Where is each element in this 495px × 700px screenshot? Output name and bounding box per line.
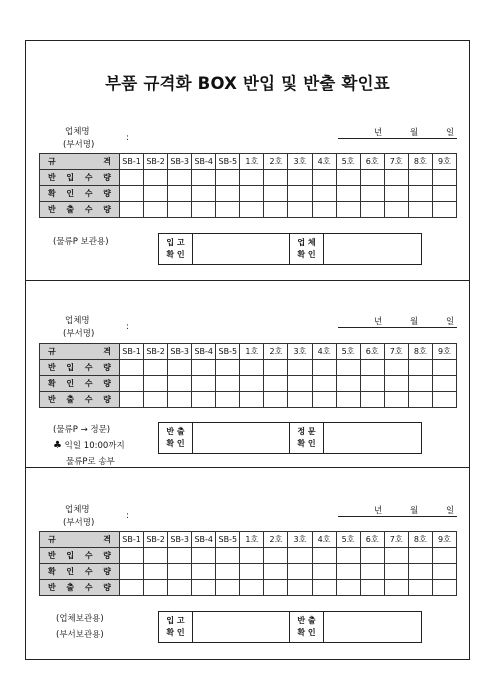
in-qty-row	[40, 548, 457, 564]
col-header: SB-2	[144, 154, 168, 170]
section-divider	[25, 280, 470, 281]
qty-cell[interactable]	[120, 548, 144, 564]
qty-cell[interactable]	[432, 548, 456, 564]
col-header: 5호	[336, 532, 360, 548]
qty-cell[interactable]	[360, 186, 384, 202]
qty-cell[interactable]	[144, 564, 168, 580]
qty-cell[interactable]	[168, 202, 192, 218]
note-line: (부서보관용)	[56, 630, 104, 640]
qty-cell[interactable]	[384, 186, 408, 202]
qty-cell[interactable]	[384, 202, 408, 218]
qty-cell[interactable]	[312, 186, 336, 202]
box-table	[39, 343, 457, 408]
qty-cell[interactable]	[288, 548, 312, 564]
col-header: 4호	[312, 154, 336, 170]
qty-cell[interactable]	[264, 580, 288, 596]
qty-cell[interactable]	[312, 202, 336, 218]
confirm-left-label: 반 출 확 인	[159, 423, 193, 454]
qty-cell[interactable]	[360, 170, 384, 186]
qty-cell[interactable]	[120, 564, 144, 580]
qty-cell[interactable]	[336, 170, 360, 186]
date-underline	[338, 138, 457, 139]
colon: :	[126, 322, 129, 332]
signature-box[interactable]	[324, 423, 422, 454]
col-header: SB-5	[216, 344, 240, 360]
confirm-right-label: 정 문 확 인	[290, 423, 324, 454]
qty-cell[interactable]	[216, 202, 240, 218]
out-qty-row	[40, 580, 457, 596]
qty-cell[interactable]	[312, 548, 336, 564]
qty-cell[interactable]	[144, 392, 168, 408]
col-header: 8호	[408, 344, 432, 360]
qty-cell[interactable]	[216, 360, 240, 376]
qty-cell[interactable]	[432, 564, 456, 580]
check-qty-row	[40, 376, 457, 392]
qty-cell[interactable]	[168, 170, 192, 186]
qty-cell[interactable]	[432, 392, 456, 408]
year-label: 년	[374, 128, 383, 138]
qty-cell[interactable]	[144, 376, 168, 392]
qty-cell[interactable]	[168, 548, 192, 564]
in-qty-header: 반 입 수 량	[40, 360, 120, 376]
dept-label: (부서명)	[63, 518, 95, 528]
qty-cell[interactable]	[240, 580, 264, 596]
qty-cell[interactable]	[432, 580, 456, 596]
col-header: 7호	[384, 532, 408, 548]
col-header: 1호	[240, 344, 264, 360]
qty-cell[interactable]	[288, 376, 312, 392]
qty-cell[interactable]	[288, 360, 312, 376]
qty-cell[interactable]	[288, 202, 312, 218]
qty-cell[interactable]	[168, 392, 192, 408]
qty-cell[interactable]	[264, 202, 288, 218]
qty-cell[interactable]	[192, 186, 216, 202]
day-label: 일	[446, 506, 455, 516]
qty-cell[interactable]	[240, 548, 264, 564]
col-header: 5호	[336, 344, 360, 360]
date-underline	[338, 516, 457, 517]
qty-cell[interactable]	[360, 360, 384, 376]
qty-cell[interactable]	[192, 360, 216, 376]
qty-cell[interactable]	[168, 580, 192, 596]
note-line-with-icon: ♣ 익일 10:00까지	[53, 440, 125, 451]
qty-cell[interactable]	[264, 360, 288, 376]
col-header: 8호	[408, 154, 432, 170]
qty-cell[interactable]	[240, 202, 264, 218]
col-header: 2호	[264, 154, 288, 170]
month-label: 월	[410, 128, 419, 138]
col-header: SB-2	[144, 532, 168, 548]
qty-cell[interactable]	[312, 170, 336, 186]
signature-box[interactable]	[193, 234, 290, 265]
clubs-icon: ♣	[53, 440, 62, 451]
box-table	[39, 531, 457, 596]
signature-box[interactable]	[193, 423, 290, 454]
qty-cell[interactable]	[240, 186, 264, 202]
out-qty-row	[40, 202, 457, 218]
qty-cell[interactable]	[120, 392, 144, 408]
qty-cell[interactable]	[408, 360, 432, 376]
dept-label: (부서명)	[63, 329, 95, 339]
col-header: 6호	[360, 532, 384, 548]
out-qty-row	[40, 392, 457, 408]
box-table	[39, 153, 457, 218]
qty-cell[interactable]	[120, 580, 144, 596]
col-header: 9호	[432, 154, 456, 170]
spec-row	[40, 532, 457, 548]
confirm-table	[158, 233, 422, 265]
qty-cell[interactable]	[360, 202, 384, 218]
col-header: SB-4	[192, 344, 216, 360]
qty-cell[interactable]	[408, 170, 432, 186]
qty-cell[interactable]	[360, 392, 384, 408]
col-header: SB-3	[168, 154, 192, 170]
qty-cell[interactable]	[384, 170, 408, 186]
in-qty-row	[40, 360, 457, 376]
qty-cell[interactable]	[432, 360, 456, 376]
qty-cell[interactable]	[240, 170, 264, 186]
qty-cell[interactable]	[264, 564, 288, 580]
col-header: 9호	[432, 344, 456, 360]
colon: :	[126, 511, 129, 521]
qty-cell[interactable]	[192, 564, 216, 580]
qty-cell[interactable]	[360, 548, 384, 564]
col-header: SB-5	[216, 154, 240, 170]
qty-cell[interactable]	[120, 202, 144, 218]
col-header: 7호	[384, 344, 408, 360]
col-header: 3호	[288, 532, 312, 548]
in-qty-row	[40, 170, 457, 186]
signature-box[interactable]	[193, 612, 290, 643]
qty-cell[interactable]	[192, 376, 216, 392]
qty-cell[interactable]	[168, 376, 192, 392]
spec-row	[40, 154, 457, 170]
qty-cell[interactable]	[360, 564, 384, 580]
confirm-right-label: 업 체 확 인	[290, 234, 324, 265]
col-header: SB-1	[120, 154, 144, 170]
col-header: 8호	[408, 532, 432, 548]
signature-box[interactable]	[324, 234, 422, 265]
qty-cell[interactable]	[336, 202, 360, 218]
col-header: 4호	[312, 344, 336, 360]
qty-cell[interactable]	[240, 360, 264, 376]
col-header: SB-4	[192, 532, 216, 548]
qty-cell[interactable]	[408, 580, 432, 596]
qty-cell[interactable]	[216, 392, 240, 408]
day-label: 일	[446, 317, 455, 327]
qty-cell[interactable]	[168, 360, 192, 376]
qty-cell[interactable]	[360, 376, 384, 392]
qty-cell[interactable]	[192, 202, 216, 218]
qty-cell[interactable]	[336, 186, 360, 202]
qty-cell[interactable]	[432, 376, 456, 392]
qty-cell[interactable]	[168, 564, 192, 580]
qty-cell[interactable]	[384, 548, 408, 564]
qty-cell[interactable]	[312, 376, 336, 392]
date-underline	[338, 327, 457, 328]
qty-cell[interactable]	[240, 564, 264, 580]
form-title: 부품 규격화 BOX 반입 및 반출 확인표	[105, 74, 390, 93]
col-header: 3호	[288, 344, 312, 360]
qty-cell[interactable]	[312, 392, 336, 408]
qty-cell[interactable]	[192, 580, 216, 596]
qty-cell[interactable]	[432, 202, 456, 218]
col-header: SB-3	[168, 532, 192, 548]
qty-cell[interactable]	[264, 170, 288, 186]
qty-cell[interactable]	[336, 548, 360, 564]
qty-cell[interactable]	[144, 202, 168, 218]
colon: :	[126, 133, 129, 143]
col-header: SB-2	[144, 344, 168, 360]
qty-cell[interactable]	[432, 186, 456, 202]
check-qty-header: 확 인 수 량	[40, 186, 120, 202]
spec-header: 규 격	[40, 532, 120, 548]
confirm-right-label: 반 출 확 인	[290, 612, 324, 643]
qty-cell[interactable]	[216, 376, 240, 392]
qty-cell[interactable]	[384, 564, 408, 580]
out-qty-header: 반 출 수 량	[40, 202, 120, 218]
col-header: 9호	[432, 532, 456, 548]
in-qty-header: 반 입 수 량	[40, 548, 120, 564]
qty-cell[interactable]	[384, 376, 408, 392]
col-header: 7호	[384, 154, 408, 170]
col-header: 4호	[312, 532, 336, 548]
qty-cell[interactable]	[120, 170, 144, 186]
signature-box[interactable]	[324, 612, 422, 643]
qty-cell[interactable]	[120, 376, 144, 392]
col-header: 3호	[288, 154, 312, 170]
qty-cell[interactable]	[336, 564, 360, 580]
qty-cell[interactable]	[192, 392, 216, 408]
in-qty-header: 반 입 수 량	[40, 170, 120, 186]
qty-cell[interactable]	[216, 564, 240, 580]
qty-cell[interactable]	[192, 170, 216, 186]
col-header: 6호	[360, 154, 384, 170]
col-header: SB-5	[216, 532, 240, 548]
confirm-left-label: 입 고 확 인	[159, 612, 193, 643]
qty-cell[interactable]	[336, 360, 360, 376]
qty-cell[interactable]	[216, 186, 240, 202]
qty-cell[interactable]	[336, 376, 360, 392]
company-label: 업체명	[65, 316, 90, 326]
col-header: SB-3	[168, 344, 192, 360]
qty-cell[interactable]	[336, 580, 360, 596]
qty-cell[interactable]	[144, 548, 168, 564]
qty-cell[interactable]	[144, 170, 168, 186]
qty-cell[interactable]	[336, 392, 360, 408]
confirm-table	[158, 611, 422, 643]
day-label: 일	[446, 128, 455, 138]
qty-cell[interactable]	[384, 580, 408, 596]
qty-cell[interactable]	[168, 186, 192, 202]
col-header: SB-4	[192, 154, 216, 170]
year-label: 년	[374, 506, 383, 516]
col-header: 1호	[240, 532, 264, 548]
qty-cell[interactable]	[384, 392, 408, 408]
qty-cell[interactable]	[216, 170, 240, 186]
spec-row	[40, 344, 457, 360]
qty-cell[interactable]	[288, 186, 312, 202]
spec-header: 규 격	[40, 154, 120, 170]
qty-cell[interactable]	[312, 360, 336, 376]
confirm-table	[158, 422, 422, 454]
check-qty-row	[40, 564, 457, 580]
company-label: 업체명	[65, 127, 90, 137]
note-line: 물류P로 송부	[66, 457, 115, 467]
col-header: SB-1	[120, 532, 144, 548]
note-line: (업체보관용)	[56, 614, 104, 624]
qty-cell[interactable]	[120, 186, 144, 202]
col-header: 2호	[264, 532, 288, 548]
qty-cell[interactable]	[264, 376, 288, 392]
col-header: 5호	[336, 154, 360, 170]
year-label: 년	[374, 317, 383, 327]
out-qty-header: 반 출 수 량	[40, 580, 120, 596]
qty-cell[interactable]	[240, 376, 264, 392]
qty-cell[interactable]	[408, 202, 432, 218]
qty-cell[interactable]	[408, 186, 432, 202]
qty-cell[interactable]	[288, 170, 312, 186]
check-qty-row	[40, 186, 457, 202]
qty-cell[interactable]	[144, 186, 168, 202]
col-header: 2호	[264, 344, 288, 360]
check-qty-header: 확 인 수 량	[40, 564, 120, 580]
month-label: 월	[410, 506, 419, 516]
company-label: 업체명	[65, 505, 90, 515]
note-line: (물류P 보관용)	[53, 237, 109, 247]
spec-header: 규 격	[40, 344, 120, 360]
qty-cell[interactable]	[384, 360, 408, 376]
qty-cell[interactable]	[192, 548, 216, 564]
qty-cell[interactable]	[408, 548, 432, 564]
col-header: SB-1	[120, 344, 144, 360]
month-label: 월	[410, 317, 419, 327]
qty-cell[interactable]	[432, 170, 456, 186]
qty-cell[interactable]	[144, 580, 168, 596]
out-qty-header: 반 출 수 량	[40, 392, 120, 408]
qty-cell[interactable]	[288, 580, 312, 596]
confirm-left-label: 입 고 확 인	[159, 234, 193, 265]
qty-cell[interactable]	[216, 548, 240, 564]
col-header: 1호	[240, 154, 264, 170]
qty-cell[interactable]	[120, 360, 144, 376]
col-header: 6호	[360, 344, 384, 360]
note-line: (물류P → 정문)	[53, 425, 111, 435]
qty-cell[interactable]	[408, 392, 432, 408]
qty-cell[interactable]	[312, 580, 336, 596]
dept-label: (부서명)	[63, 140, 95, 150]
qty-cell[interactable]	[264, 186, 288, 202]
qty-cell[interactable]	[312, 564, 336, 580]
qty-cell[interactable]	[264, 392, 288, 408]
check-qty-header: 확 인 수 량	[40, 376, 120, 392]
qty-cell[interactable]	[288, 564, 312, 580]
qty-cell[interactable]	[408, 376, 432, 392]
qty-cell[interactable]	[144, 360, 168, 376]
qty-cell[interactable]	[408, 564, 432, 580]
qty-cell[interactable]	[288, 392, 312, 408]
qty-cell[interactable]	[264, 548, 288, 564]
qty-cell[interactable]	[216, 580, 240, 596]
qty-cell[interactable]	[240, 392, 264, 408]
qty-cell[interactable]	[360, 580, 384, 596]
